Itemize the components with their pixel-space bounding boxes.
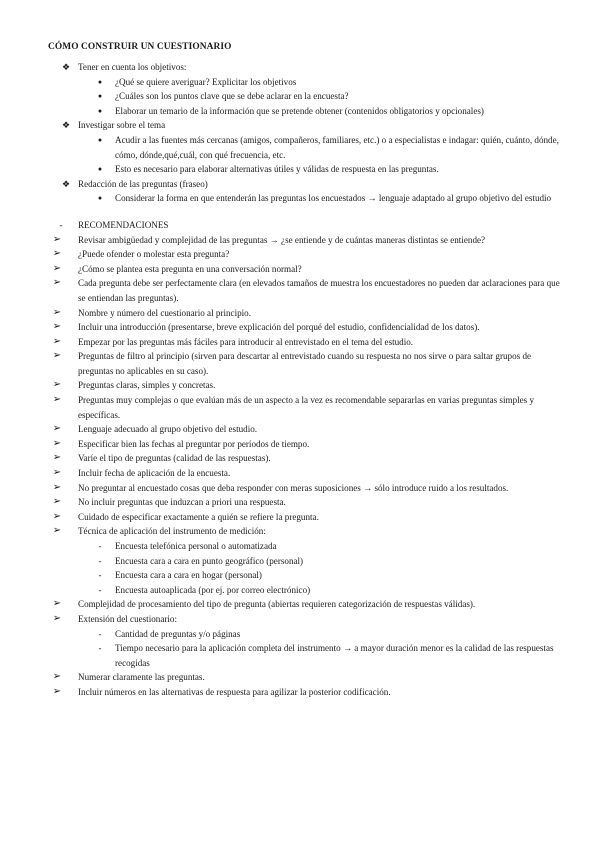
recommendation-item-text: Complejidad de procesamiento del tipo de pregunta (abiertas requieren categorización de respuestas válidas). xyxy=(78,599,476,610)
recommendation-item xyxy=(48,670,560,685)
recommendation-item-marker: ➢ xyxy=(52,671,62,683)
recommendation-item-marker: ➢ xyxy=(52,685,62,697)
recommendation-subitem xyxy=(48,627,560,642)
recommendation-item xyxy=(48,335,560,350)
objective-subitem xyxy=(48,162,560,177)
objective-subitem-marker: ● xyxy=(97,165,103,174)
recommendation-item-marker: ➢ xyxy=(52,423,62,435)
recommendation-item-text: Numerar claramente las preguntas. xyxy=(78,672,205,683)
recommendation-item-marker: ➢ xyxy=(52,248,62,260)
recommendation-item-text: Nombre y número del cuestionario al principio. xyxy=(78,307,251,318)
objective-item-text: Investigar sobre el tema xyxy=(78,120,166,131)
recommendation-item-marker: ➢ xyxy=(52,335,62,347)
recommendation-subitem xyxy=(48,539,560,554)
recommendation-item xyxy=(48,233,560,248)
recommendation-item-marker: ➢ xyxy=(52,277,62,289)
recommendation-item xyxy=(48,597,560,612)
recommendation-item-text: Incluir fecha de aplicación de la encuesta. xyxy=(78,468,231,479)
objective-item-marker: ❖ xyxy=(61,178,71,189)
recommendation-item xyxy=(48,524,560,539)
recommendation-item-marker: ➢ xyxy=(52,394,62,406)
recommendation-item-text: Cuidado de especificar exactamente a quién se refiere la pregunta. xyxy=(78,511,319,522)
recommendation-item-text: Preguntas claras, simples y concretas. xyxy=(78,380,216,391)
recommendation-subitem-text: Encuesta autoaplicada (por ej. por correo electrónico) xyxy=(115,584,311,595)
recommendation-item-marker: ➢ xyxy=(52,612,62,624)
recommendation-item-marker: ➢ xyxy=(52,262,62,274)
recommendation-subitem-text: Encuesta cara a cara en punto geográfico (personal) xyxy=(115,555,304,566)
dash-marker: - xyxy=(59,219,63,230)
recommendation-item-marker: ➢ xyxy=(52,481,62,493)
objective-subitem-text: Acudir a las fuentes más cercanas (amigos, compañeros, familiares, etc.) o a especialistas e indagar: quién, cuánto, dónde, cómo, dónde,qué,cuál, con qué frecuencia, etc. xyxy=(115,134,559,160)
recommendation-item xyxy=(48,422,560,437)
recommendation-item-text: Extensión del cuestionario: xyxy=(78,613,177,624)
recommendation-item xyxy=(48,247,560,262)
objective-subitem xyxy=(48,133,560,162)
recommendation-item-text: Preguntas de filtro al principio (sirven para descartar al entrevistado cuando su respuesta no nos sirve o para saltar grupos de preguntas no aplicables en su caso). xyxy=(78,351,532,376)
recommendation-subitem-marker: - xyxy=(98,541,102,551)
recommendation-item xyxy=(48,510,560,525)
objective-subitem-text: Considerar la forma en que entenderán las preguntas los encuestados → lenguaje adaptado al grupo objetivo del estudio xyxy=(115,193,552,204)
recommendation-item-text: Cada pregunta debe ser perfectamente clara (en elevados tamaños de muestra los encuestadores no pueden dar aclaraciones para que se entiendan las preguntas). xyxy=(78,278,560,303)
recommendation-item-text: No incluir preguntas que induzcan a priori una respuesta. xyxy=(78,497,286,508)
objective-item-text: Redacción de las preguntas (fraseo) xyxy=(78,178,208,189)
objective-subitem-marker: ● xyxy=(97,92,103,101)
recommendations-heading xyxy=(48,218,560,233)
objectives-list xyxy=(48,60,560,206)
recommendation-subitem xyxy=(48,568,560,583)
recommendation-item xyxy=(48,495,560,510)
recommendation-item xyxy=(48,276,560,305)
recommendation-item-marker: ➢ xyxy=(52,510,62,522)
recommendation-item xyxy=(48,685,560,700)
recommendation-item-marker: ➢ xyxy=(52,598,62,610)
objective-subitem-text: Elaborar un temario de la información que se pretende obtener (contenidos obligatorios y opcionales) xyxy=(115,105,484,116)
objective-subitem-marker: ● xyxy=(97,106,103,115)
recommendation-subitem-text: Encuesta cara a cara en hogar (personal) xyxy=(115,570,262,581)
objective-item xyxy=(48,177,560,192)
objective-subitem xyxy=(48,191,560,206)
recommendation-item-text: Incluir una introducción (presentarse, breve explicación del porqué del estudio, confidencialidad de los datos). xyxy=(78,322,480,333)
recommendation-subitem-marker: - xyxy=(98,643,102,654)
recommendation-item xyxy=(48,320,560,335)
recommendation-item xyxy=(48,349,560,378)
recommendation-item-marker: ➢ xyxy=(52,379,62,391)
objective-subitem-text: Esto es necesario para elaborar alternativas útiles y válidas de respuesta en las preguntas. xyxy=(115,164,439,175)
recommendation-item xyxy=(48,393,560,422)
recommendation-subitem xyxy=(48,641,560,670)
recommendation-subitem xyxy=(48,583,560,598)
recommendation-item xyxy=(48,262,560,277)
recommendation-item xyxy=(48,466,560,481)
recommendation-item-marker: ➢ xyxy=(52,467,62,479)
recommendation-item xyxy=(48,481,560,496)
objective-item-text: Tener en cuenta los objetivos: xyxy=(78,62,187,72)
recommendation-item-marker: ➢ xyxy=(52,306,62,318)
recommendation-item-marker: ➢ xyxy=(52,437,62,449)
recommendation-subitem-marker: - xyxy=(98,555,102,566)
objective-item xyxy=(48,60,560,75)
recommendation-item-marker: ➢ xyxy=(52,525,62,537)
recommendations-heading-text: RECOMENDACIONES xyxy=(78,219,169,230)
recommendation-item-marker: ➢ xyxy=(52,350,62,362)
recommendation-subitem-text: Encuesta telefónica personal o automatizada xyxy=(115,541,277,551)
recommendation-subitem-text: Cantidad de preguntas y/o páginas xyxy=(115,628,241,639)
objective-subitem-text: ¿Cuáles son los puntos clave que se debe aclarar en la encuesta? xyxy=(115,91,349,102)
recommendation-item xyxy=(48,378,560,393)
objective-item xyxy=(48,118,560,133)
recommendation-item-marker: ➢ xyxy=(52,233,62,245)
recommendation-item-text: ¿Puede ofender o molestar esta pregunta? xyxy=(78,249,230,260)
recommendation-subitem-marker: - xyxy=(98,570,102,581)
recommendation-item xyxy=(48,437,560,452)
recommendation-item-marker: ➢ xyxy=(52,452,62,464)
recommendation-item-text: Incluir números en las alternativas de respuesta para agilizar la posterior codificación. xyxy=(78,686,391,697)
recommendation-item-marker: ➢ xyxy=(52,321,62,333)
objective-item-marker: ❖ xyxy=(61,62,71,72)
recommendation-subitem-marker: - xyxy=(98,628,102,639)
recommendation-subitem-marker: - xyxy=(98,584,102,595)
recommendation-item-text: No preguntar al encuestado cosas que deba responder con meras suposiciones → sólo introduce ruido a los resultados. xyxy=(78,482,509,493)
recommendation-item-marker: ➢ xyxy=(52,496,62,508)
objective-subitem xyxy=(48,104,560,119)
recommendation-item xyxy=(48,451,560,466)
objective-subitem-marker: ● xyxy=(97,135,103,144)
objective-subitem-text: ¿Qué se quiere averiguar? Explicitar los objetivos xyxy=(115,76,297,87)
objective-subitem xyxy=(48,75,560,90)
recommendation-item-text: Varíe el tipo de preguntas (calidad de las respuestas). xyxy=(78,453,271,464)
recommendation-item xyxy=(48,306,560,321)
objective-subitem-marker: ● xyxy=(97,77,103,86)
section-spacer xyxy=(48,206,560,218)
document-title: CÓMO CONSTRUIR UN CUESTIONARIO xyxy=(48,42,232,52)
objective-item-marker: ❖ xyxy=(61,120,71,131)
recommendation-item-text: Empezar por las preguntas más fáciles para introducir al entrevistado en el tema del estudio. xyxy=(78,336,414,347)
recommendation-item-text: ¿Cómo se plantea esta pregunta en una conversación normal? xyxy=(78,263,302,274)
recommendation-item-text: Revisar ambigüedad y complejidad de las preguntas → ¿se entiende y de cuántas maneras distintas se entiende? xyxy=(78,234,486,245)
recommendation-item xyxy=(48,612,560,627)
objective-subitem xyxy=(48,89,560,104)
recommendations-list xyxy=(48,233,560,700)
recommendation-item-text: Especificar bien las fechas al preguntar por períodos de tiempo. xyxy=(78,438,310,449)
recommendation-subitem-text: Tiempo necesario para la aplicación completa del instrumento → a mayor duración menor es la calidad de las respuestas recogidas xyxy=(115,643,554,668)
recommendation-subitem xyxy=(48,554,560,569)
recommendation-item-text: Técnica de aplicación del instrumento de medición: xyxy=(78,526,266,537)
objective-subitem-marker: ● xyxy=(97,194,103,203)
recommendation-item-text: Lenguaje adecuado al grupo objetivo del estudio. xyxy=(78,424,258,435)
recommendation-item-text: Preguntas muy complejas o que evalúan más de un aspecto a la vez es recomendable separarlas en varias preguntas simples y específicas. xyxy=(78,395,535,420)
